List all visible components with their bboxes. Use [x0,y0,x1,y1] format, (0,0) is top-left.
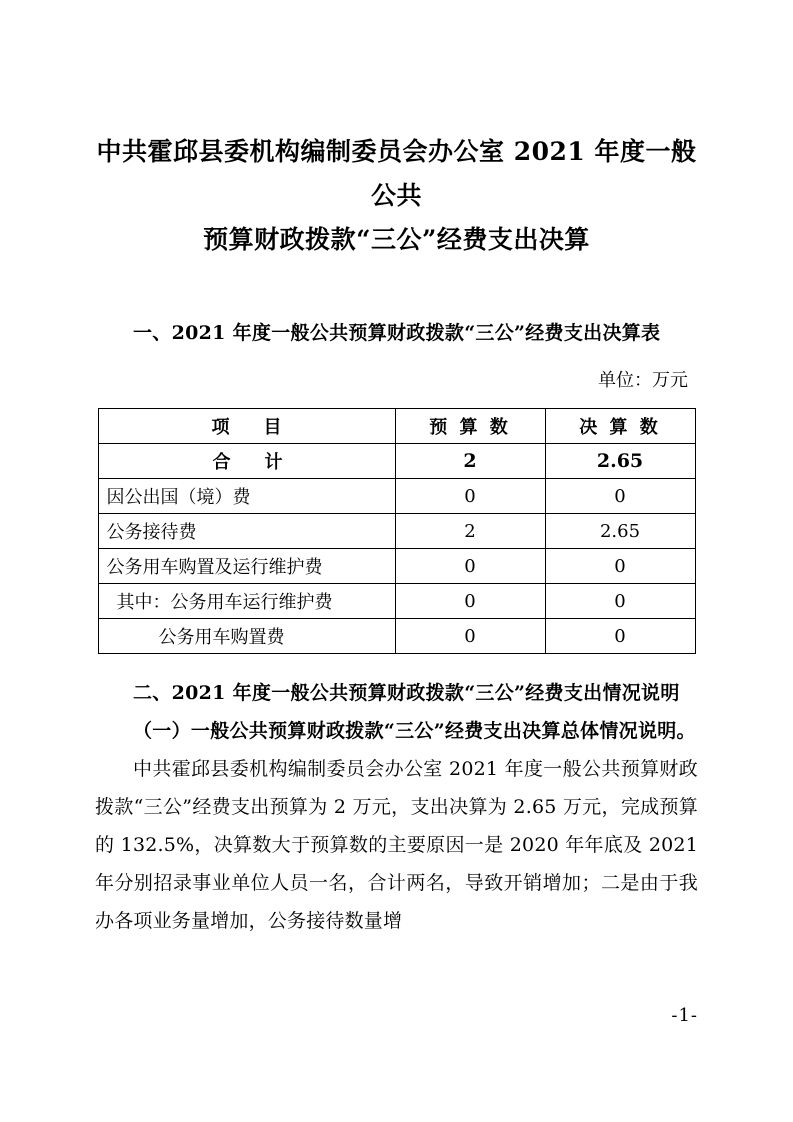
table-header-row [98,409,695,444]
table-row [98,444,695,479]
subsection-one-heading: （一）一般公共预算财政拨款“三公”经费支出决算总体情况说明。 [133,720,696,742]
table-cell-item: 公务用车购置及运行维护费 [98,549,395,584]
body-paragraph-one: 中共霍邱县委机构编制委员会办公室 2021 年度一般公共预算财政拨款“三公”经费支出预算为 2 万元，支出决算为 2.65 万元，完成预算的 132.5%，决算数大于预算数的主要原因一是 2020 年年底及 2021 年分别招录事业单位人员一名，合计两名，导致开销增加；二是由于我办各项业务量增加，公务接待数量增 [95,758,698,932]
table-header-budget: 预 算 数 [395,409,545,444]
table-cell-item: 因公出国（境）费 [98,479,395,514]
table-cell-budget: 0 [395,549,545,584]
unit-note: 单位：万元 [598,370,688,391]
table-header-final: 决 算 数 [545,409,695,444]
table-row [98,584,695,619]
table-row [98,514,695,549]
table-row [98,479,695,514]
table-cell-budget: 2 [395,444,545,479]
table-cell-budget: 0 [395,584,545,619]
section-two-heading: 二、2021 年度一般公共预算财政拨款“三公”经费支出情况说明 [133,682,680,704]
table-cell-item: 公务接待费 [98,514,395,549]
table-cell-budget: 0 [395,619,545,654]
page-title-line-2: 预算财政拨款“三公”经费支出决算 [203,225,590,254]
page-title-line-1: 中共霍邱县委机构编制委员会办公室 2021 年度一般公共 [96,137,697,210]
table-header-item: 项 目 [98,409,395,444]
section-one-heading: 一、2021 年度一般公共预算财政拨款“三公”经费支出决算表 [133,322,661,344]
table-cell-budget: 0 [395,479,545,514]
table-cell-item: 其中：公务用车运行维护费 [98,584,395,619]
table-row [98,549,695,584]
expenditure-table [98,408,696,654]
table-row [98,619,695,654]
table-cell-final: 0 [545,479,695,514]
table-cell-item: 公务用车购置费 [98,619,395,654]
table-cell-budget: 2 [395,514,545,549]
table-cell-final: 0 [545,584,695,619]
table-cell-final: 0 [545,619,695,654]
table-cell-final: 2.65 [545,514,695,549]
page-number: -1- [671,1005,698,1026]
page-title [95,130,698,262]
table-cell-item: 合 计 [98,444,395,479]
table-cell-final: 2.65 [545,444,695,479]
table-cell-final: 0 [545,549,695,584]
